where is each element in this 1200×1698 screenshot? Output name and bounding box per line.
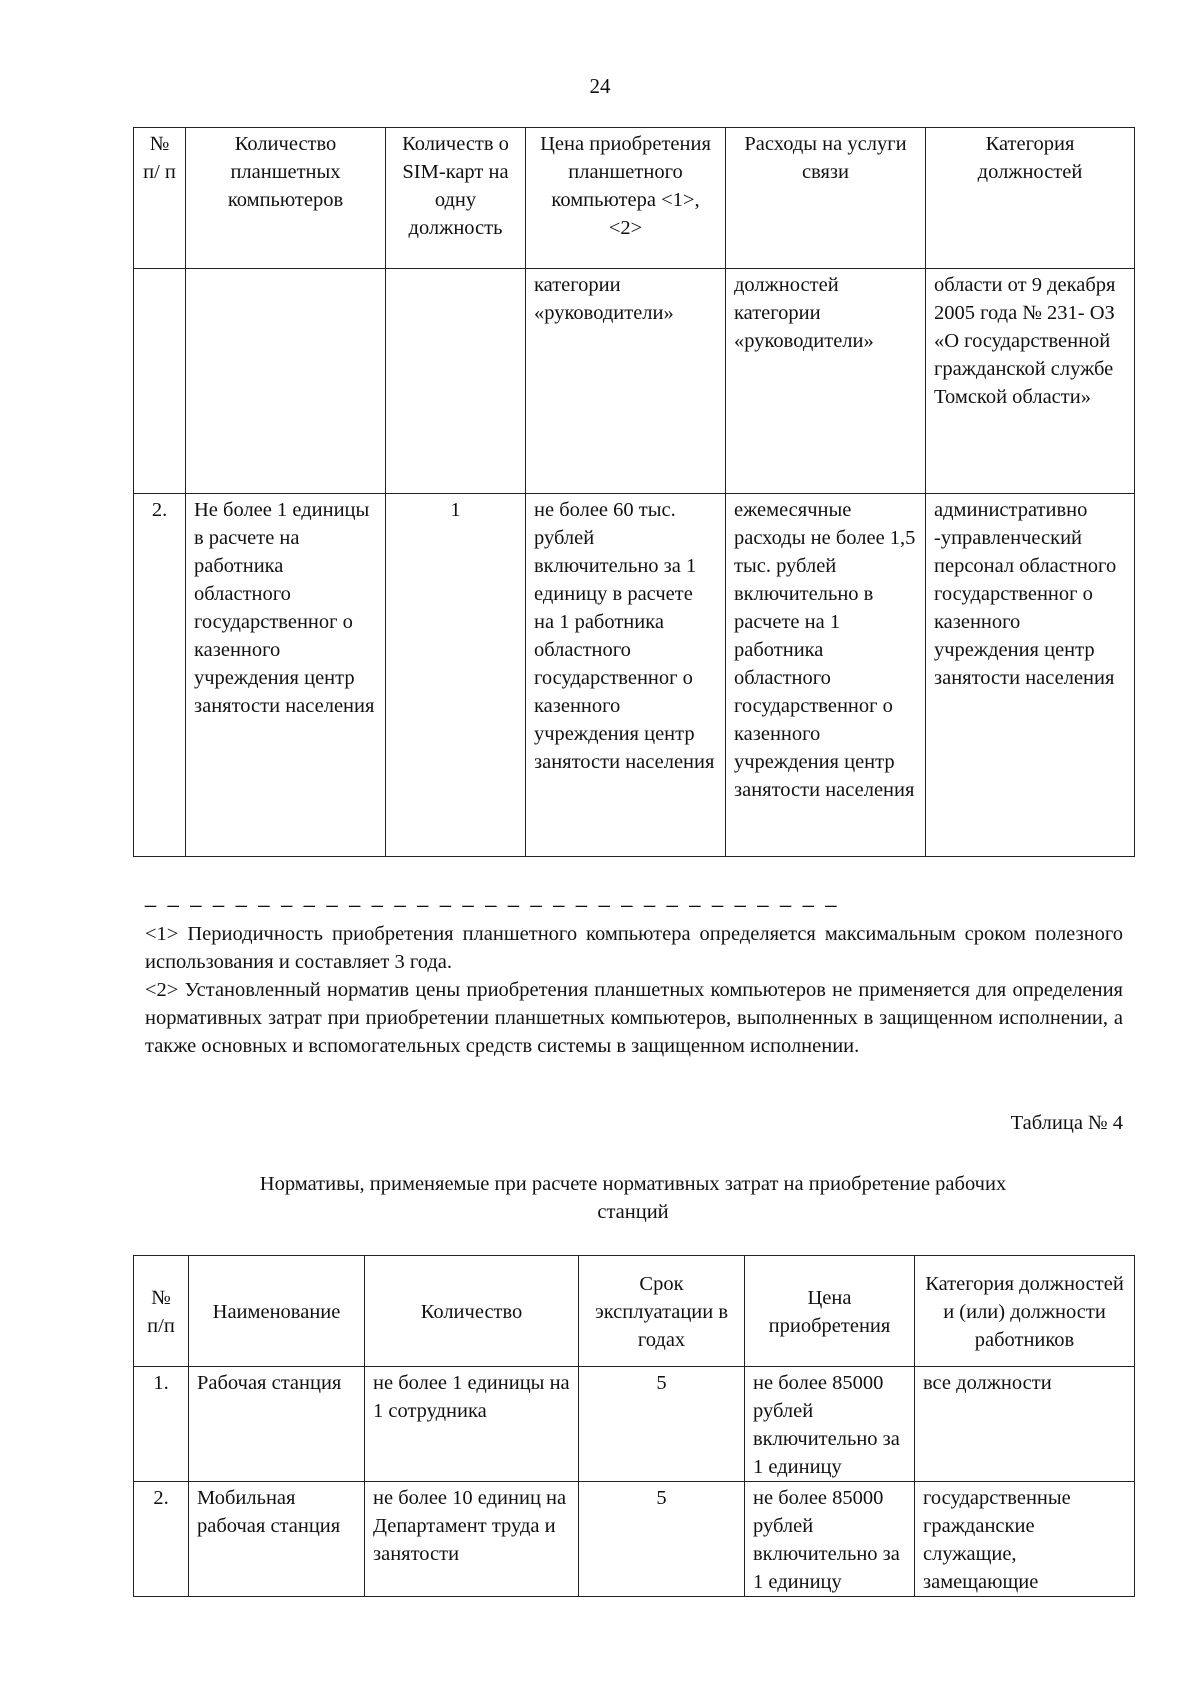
cell-number: 2. [134, 1482, 189, 1597]
cell-price: категории «руководители» [526, 269, 726, 494]
tablet-norms-table [133, 127, 1135, 857]
header-cell-category: Категория должностей [926, 128, 1135, 269]
page-number: 24 [589, 74, 611, 98]
header-cell-number: № п/п [134, 1256, 189, 1367]
cell-term: 5 [579, 1482, 745, 1597]
cell-sim-count [386, 269, 526, 494]
header-cell-price: Цена приобретения планшетного компьютера <1>, <2> [526, 128, 726, 269]
header-cell-communication: Расходы на услуги связи [726, 128, 926, 269]
header-cell-term: Срок эксплуатации в годах [579, 1256, 745, 1367]
cell-tablet-count [186, 269, 386, 494]
cell-quantity: не более 1 единицы на 1 сотрудника [365, 1367, 579, 1482]
footnote-separator: _ _ _ _ _ _ _ _ _ _ _ _ _ _ _ _ _ _ _ _ _ _ _ _ _ _ _ _ _ _ _ [145, 886, 840, 908]
table-header-row [134, 128, 1135, 269]
table-row [134, 269, 1135, 494]
cell-number [134, 269, 186, 494]
cell-communication: должностей категории «руководители» [726, 269, 926, 494]
cell-name: Рабочая станция [189, 1367, 365, 1482]
cell-sim-count: 1 [386, 494, 526, 857]
header-cell-quantity: Количество [365, 1256, 579, 1367]
header-cell-sim-count: Количеств о SIM-карт на одну должность [386, 128, 526, 269]
cell-term: 5 [579, 1367, 745, 1482]
footnote-1: <1> Периодичность приобретения планшетного компьютера определяется максимальным сроком полезного использования и составляет 3 года. [145, 923, 1123, 973]
cell-price: не более 85000 рублей включительно за 1 единицу [745, 1482, 915, 1597]
cell-category: все должности [915, 1367, 1135, 1482]
cell-name: Мобильная рабочая станция [189, 1482, 365, 1597]
cell-quantity: не более 10 единиц на Департамент труда и занятости [365, 1482, 579, 1597]
table-title-text: Нормативы, применяемые при расчете нормативных затрат на приобретение рабочих станций [259, 1173, 1007, 1223]
table-row [134, 494, 1135, 857]
workstation-norms-table [133, 1255, 1135, 1597]
cell-communication: ежемесячные расходы не более 1,5 тыс. рублей включительно в расчете на 1 работника областного государственног о казенного учреждения центр занятости населения [726, 494, 926, 857]
header-cell-name: Наименование [189, 1256, 365, 1367]
cell-category: государственные гражданские служащие, замещающие [915, 1482, 1135, 1597]
cell-number: 1. [134, 1367, 189, 1482]
footnote-2: <2> Установленный норматив цены приобретения планшетных компьютеров не применяется для определения нормативных затрат при приобретении планшетных компьютеров, выполненных в защищенном исполнении, а также основных и вспомогательных средств системы в защищенном исполнении. [145, 979, 1123, 1057]
cell-category: области от 9 декабря 2005 года № 231- ОЗ «О государственной гражданской службе Томской области» [926, 269, 1135, 494]
table-title [0, 1170, 1200, 1226]
table-row [134, 1367, 1135, 1482]
cell-category: административно -управленческий персонал областного государственног о казенного учреждения центр занятости населения [926, 494, 1135, 857]
cell-number: 2. [134, 494, 186, 857]
table-header-row [134, 1256, 1135, 1367]
table-label: Таблица № 4 [1010, 1112, 1123, 1134]
cell-price: не более 85000 рублей включительно за 1 единицу [745, 1367, 915, 1482]
header-cell-price: Цена приобретения [745, 1256, 915, 1367]
cell-price: не более 60 тыс. рублей включительно за 1 единицу в расчете на 1 работника областного государственног о казенного учреждения центр занятости населения [526, 494, 726, 857]
header-cell-number: № п/ п [134, 128, 186, 269]
header-cell-tablet-count: Количество планшетных компьютеров [186, 128, 386, 269]
cell-tablet-count: Не более 1 единицы в расчете на работника областного государственног о казенного учреждения центр занятости населения [186, 494, 386, 857]
header-cell-category: Категория должностей и (или) должности работников [915, 1256, 1135, 1367]
table-row [134, 1482, 1135, 1597]
